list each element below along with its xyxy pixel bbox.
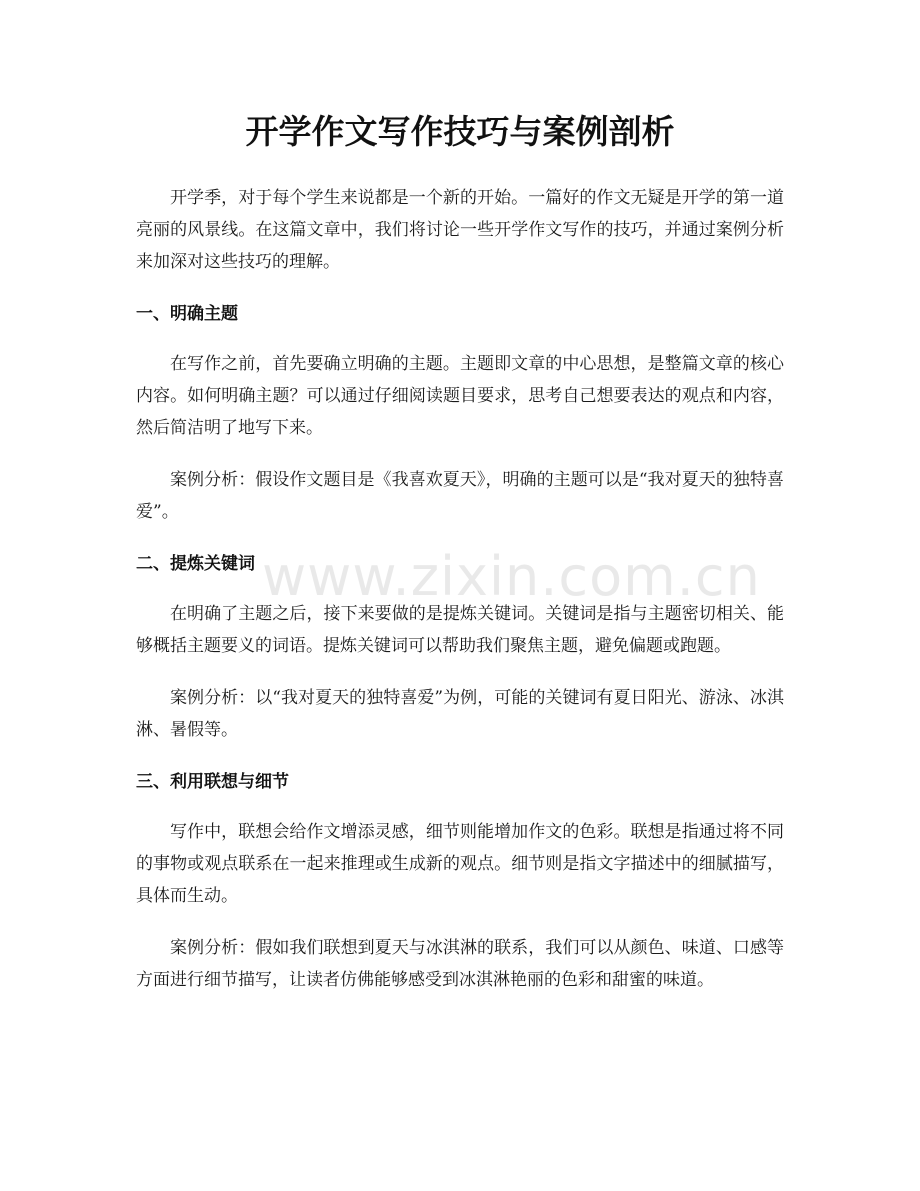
case-analysis-paragraph: 案例分析：以“我对夏天的独特喜爱”为例，可能的关键词有夏日阳光、游泳、冰淇淋、暑假等。	[136, 688, 784, 740]
intro-paragraph: 开学季，对于每个学生来说都是一个新的开始。一篇好的作文无疑是开学的第一道亮丽的风景线。在这篇文章中，我们将讨论一些开学作文写作的技巧，并通过案例分析来加深对这些技巧的理解。	[136, 188, 784, 272]
watermark: www.zixin.com.cn	[262, 545, 761, 608]
case-analysis-paragraph: 案例分析：假设作文题目是《我喜欢夏天》，明确的主题可以是“我对夏天的独特喜爱”。	[136, 470, 784, 522]
case-analysis-paragraph: 案例分析：假如我们联想到夏天与冰淇淋的联系，我们可以从颜色、味道、口感等方面进行细节描写，让读者仿佛能够感受到冰淇淋艳丽的色彩和甜蜜的味道。	[136, 938, 784, 990]
section-paragraph: 写作中，联想会给作文增添灵感，细节则能增加作文的色彩。联想是指通过将不同的事物或观点联系在一起来推理或生成新的观点。细节则是指文字描述中的细腻描写，具体而生动。	[136, 822, 784, 906]
document-title: 开学作文写作技巧与案例剖析	[245, 112, 675, 151]
section-heading: 三、利用联想与细节	[136, 772, 289, 792]
section-paragraph: 在明确了主题之后，接下来要做的是提炼关键词。关键词是指与主题密切相关、能够概括主题要义的词语。提炼关键词可以帮助我们聚焦主题，避免偏题或跑题。	[136, 604, 784, 656]
section-heading: 二、提炼关键词	[136, 554, 255, 574]
section-heading: 一、明确主题	[136, 304, 238, 324]
document-body	[136, 182, 784, 996]
section-paragraph: 在写作之前，首先要确立明确的主题。主题即文章的中心思想，是整篇文章的核心内容。如何明确主题？可以通过仔细阅读题目要求，思考自己想要表达的观点和内容，然后简洁明了地写下来。	[136, 354, 784, 438]
